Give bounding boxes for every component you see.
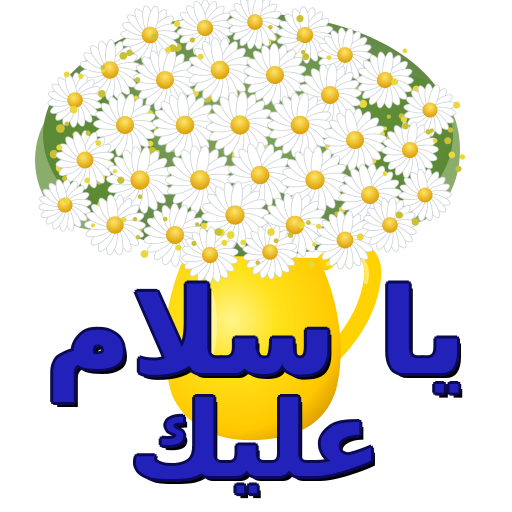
mimosa-floret	[327, 55, 332, 60]
mimosa-floret	[456, 166, 462, 172]
mimosa-floret	[191, 241, 196, 246]
mimosa-floret	[387, 115, 391, 119]
mimosa-floret	[296, 36, 302, 42]
mimosa-floret	[453, 102, 460, 109]
mimosa-floret	[402, 123, 409, 130]
mimosa-floret	[136, 235, 140, 239]
mimosa-floret	[195, 222, 199, 226]
mimosa-floret	[119, 52, 127, 60]
mimosa-floret	[306, 220, 311, 225]
mimosa-floret	[240, 240, 246, 246]
mimosa-floret	[98, 90, 106, 98]
mimosa-floret	[138, 194, 143, 199]
mimosa-floret	[396, 211, 403, 218]
mimosa-floret	[460, 154, 465, 159]
mimosa-floret	[433, 138, 438, 143]
mimosa-floret	[86, 131, 91, 136]
mimosa-floret	[63, 197, 70, 204]
mimosa-floret	[121, 217, 126, 222]
mimosa-floret	[312, 242, 316, 246]
mimosa-floret	[274, 238, 279, 243]
mimosa-floret	[165, 47, 171, 53]
mimosa-floret	[190, 37, 195, 42]
mimosa-floret	[198, 54, 204, 60]
mimosa-floret	[430, 128, 434, 132]
mimosa-floret	[78, 74, 83, 79]
mimosa-floret	[113, 169, 117, 173]
mimosa-floret	[95, 140, 101, 146]
mimosa-floret	[221, 240, 227, 246]
mimosa-floret	[135, 77, 140, 82]
mimosa-floret	[133, 217, 137, 221]
mimosa-floret	[176, 245, 182, 251]
mimosa-floret	[448, 127, 453, 132]
mimosa-floret	[65, 122, 70, 127]
mimosa-floret	[449, 151, 456, 158]
mimosa-floret	[444, 137, 451, 144]
mimosa-floret	[316, 224, 321, 229]
mimosa-floret	[100, 65, 104, 69]
mimosa-floret	[296, 15, 303, 22]
mimosa-floret	[64, 72, 70, 78]
mimosa-floret	[227, 231, 235, 239]
mimosa-floret	[298, 222, 305, 229]
daisy-bouquet	[36, 0, 467, 292]
mimosa-floret	[215, 228, 223, 236]
mimosa-floret	[163, 217, 168, 222]
mimosa-floret	[267, 228, 275, 236]
mimosa-floret	[268, 25, 273, 30]
mimosa-floret	[383, 171, 388, 176]
mimosa-floret	[70, 106, 78, 114]
mimosa-floret	[117, 177, 124, 184]
greeting-line-2: عليك	[128, 379, 382, 501]
mimosa-floret	[151, 34, 157, 40]
mimosa-floret	[357, 233, 364, 240]
mimosa-floret	[126, 49, 133, 56]
mimosa-floret	[56, 145, 62, 151]
mimosa-floret	[174, 21, 180, 27]
mimosa-floret	[302, 53, 309, 60]
mimosa-floret	[84, 178, 90, 184]
mimosa-floret	[56, 124, 65, 133]
greeting-line-1: يا سلام	[45, 263, 467, 401]
mimosa-floret	[62, 176, 67, 181]
mimosa-floret	[201, 223, 207, 229]
mimosa-floret	[391, 78, 398, 85]
mimosa-floret	[412, 218, 419, 225]
mimosa-floret	[91, 223, 95, 227]
mimosa-floret	[141, 250, 149, 258]
mimosa-floret	[288, 232, 294, 238]
mimosa-floret	[403, 49, 408, 54]
